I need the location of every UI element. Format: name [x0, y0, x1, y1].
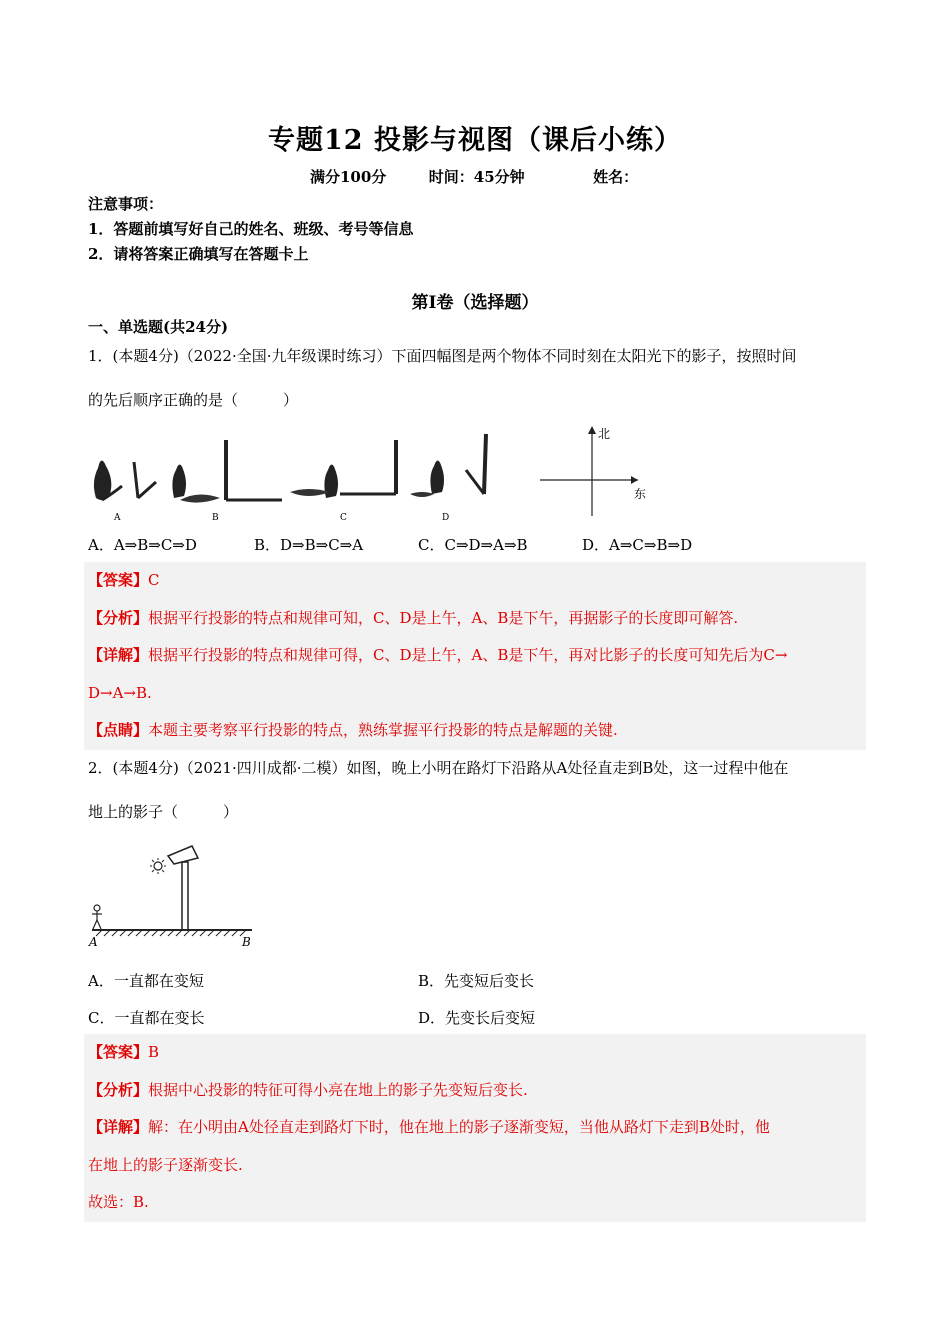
option-b[interactable]: B．D⇒B⇒C⇒A	[254, 536, 364, 554]
analysis-text: 根据中心投影的特征可得小亮在地上的影子先变短后变长.	[148, 1080, 528, 1099]
q2-options-row1	[88, 970, 868, 996]
notes-item: 2．请将答案正确填写在答题卡上	[88, 245, 309, 263]
q1-shadow-figure	[86, 424, 666, 530]
q2-street-lamp-figure	[86, 840, 266, 952]
arrow-up-icon	[588, 426, 596, 434]
q2-options-row2	[88, 1007, 868, 1033]
q1-options	[88, 534, 868, 560]
conclusion-text: 故选：B.	[88, 1193, 149, 1211]
detail-text: 根据平行投影的特点和规律可得，C、D是上午，A、B是下午，再对比影子的长度可知先后为C→	[148, 646, 788, 664]
option-d[interactable]: D．A⇒C⇒B⇒D	[582, 536, 693, 554]
lamp-head-icon	[168, 846, 198, 864]
point-b-label: B	[242, 935, 251, 949]
figure-b	[172, 440, 282, 523]
figure-label: B	[212, 513, 219, 523]
detail-tag: 【详解】	[88, 646, 149, 664]
analysis-text: 根据平行投影的特点和规律可知，C、D是上午，A、B是下午，再据影子的长度即可解答.	[148, 608, 739, 627]
notes-item: 1．答题前填写好自己的姓名、班级、考号等信息	[88, 220, 414, 238]
person-icon	[92, 905, 102, 929]
answer-tag: 【答案】	[88, 571, 149, 589]
figure-d	[410, 434, 486, 523]
analysis-tag: 【分析】	[88, 1080, 149, 1099]
comment-tag: 【点睛】	[88, 721, 149, 739]
detail-text: D→A→B.	[88, 683, 152, 702]
part-heading: 一、单选题(共24分)	[88, 318, 229, 336]
lamp-pole-icon	[182, 862, 188, 930]
figure-label: C	[340, 513, 347, 523]
full-score: 满分100分	[310, 168, 387, 186]
q1-stem-line: 的先后顺序正确的是（ ）	[88, 391, 299, 409]
time-limit: 时间：45分钟	[428, 168, 525, 186]
figure-a	[94, 460, 156, 523]
page-title: 专题12 投影与视图（课后小练）	[268, 125, 682, 156]
q1-answer-block	[84, 562, 866, 750]
q2-stem	[88, 746, 868, 834]
figure-label: D	[442, 513, 450, 523]
section-title: 第Ⅰ卷（选择题）	[411, 293, 539, 313]
option-c[interactable]: C．一直都在变长	[88, 1009, 205, 1027]
q2-stem-line: 2．(本题4分)（2021·四川成都·二模）如图，晚上小明在路灯下沿路从A处径直走到B处，这一过程中他在	[88, 759, 789, 777]
pole-icon	[134, 462, 138, 498]
figure-label: A	[114, 513, 121, 523]
option-c[interactable]: C．C⇒D⇒A⇒B	[418, 536, 528, 554]
compass	[540, 426, 646, 516]
tree-icon	[430, 460, 444, 494]
detail-tag: 【详解】	[88, 1118, 149, 1136]
answer-value: C	[148, 571, 160, 589]
q1-stem	[88, 334, 868, 422]
name-field: 姓名：	[593, 168, 639, 186]
q2-stem-line: 地上的影子（ ）	[88, 803, 239, 821]
option-a[interactable]: A．A⇒B⇒C⇒D	[88, 536, 197, 554]
compass-north: 北	[598, 427, 611, 441]
option-d[interactable]: D．先变长后变短	[418, 1009, 536, 1027]
notes-heading: 注意事项：	[88, 195, 164, 213]
q1-stem-line: 1．(本题4分)（2022·全国·九年级课时练习）下面四幅图是两个物体不同时刻在太阳光下的影子，按照时间	[88, 347, 797, 365]
answer-value: B	[148, 1043, 160, 1061]
pole-icon	[484, 434, 486, 494]
compass-east: 东	[634, 487, 647, 501]
figure-c	[290, 440, 396, 523]
option-a[interactable]: A．一直都在变短	[88, 972, 204, 990]
detail-text: 解：在小明由A处径直走到路灯下时，他在地上的影子逐渐变短，当他从路灯下走到B处时，他	[148, 1118, 770, 1136]
answer-tag: 【答案】	[88, 1043, 149, 1061]
analysis-tag: 【分析】	[88, 608, 149, 627]
notes-block	[88, 192, 413, 267]
detail-text: 在地上的影子逐渐变长.	[88, 1155, 243, 1174]
q2-answer-block	[84, 1034, 866, 1222]
exam-meta	[310, 166, 638, 187]
point-a-label: A	[89, 935, 98, 949]
tree-icon	[172, 464, 186, 498]
light-bulb-icon	[154, 862, 162, 870]
comment-text: 本题主要考察平行投影的特点，熟练掌握平行投影的特点是解题的关键.	[148, 721, 618, 739]
option-b[interactable]: B．先变短后变长	[418, 972, 535, 990]
